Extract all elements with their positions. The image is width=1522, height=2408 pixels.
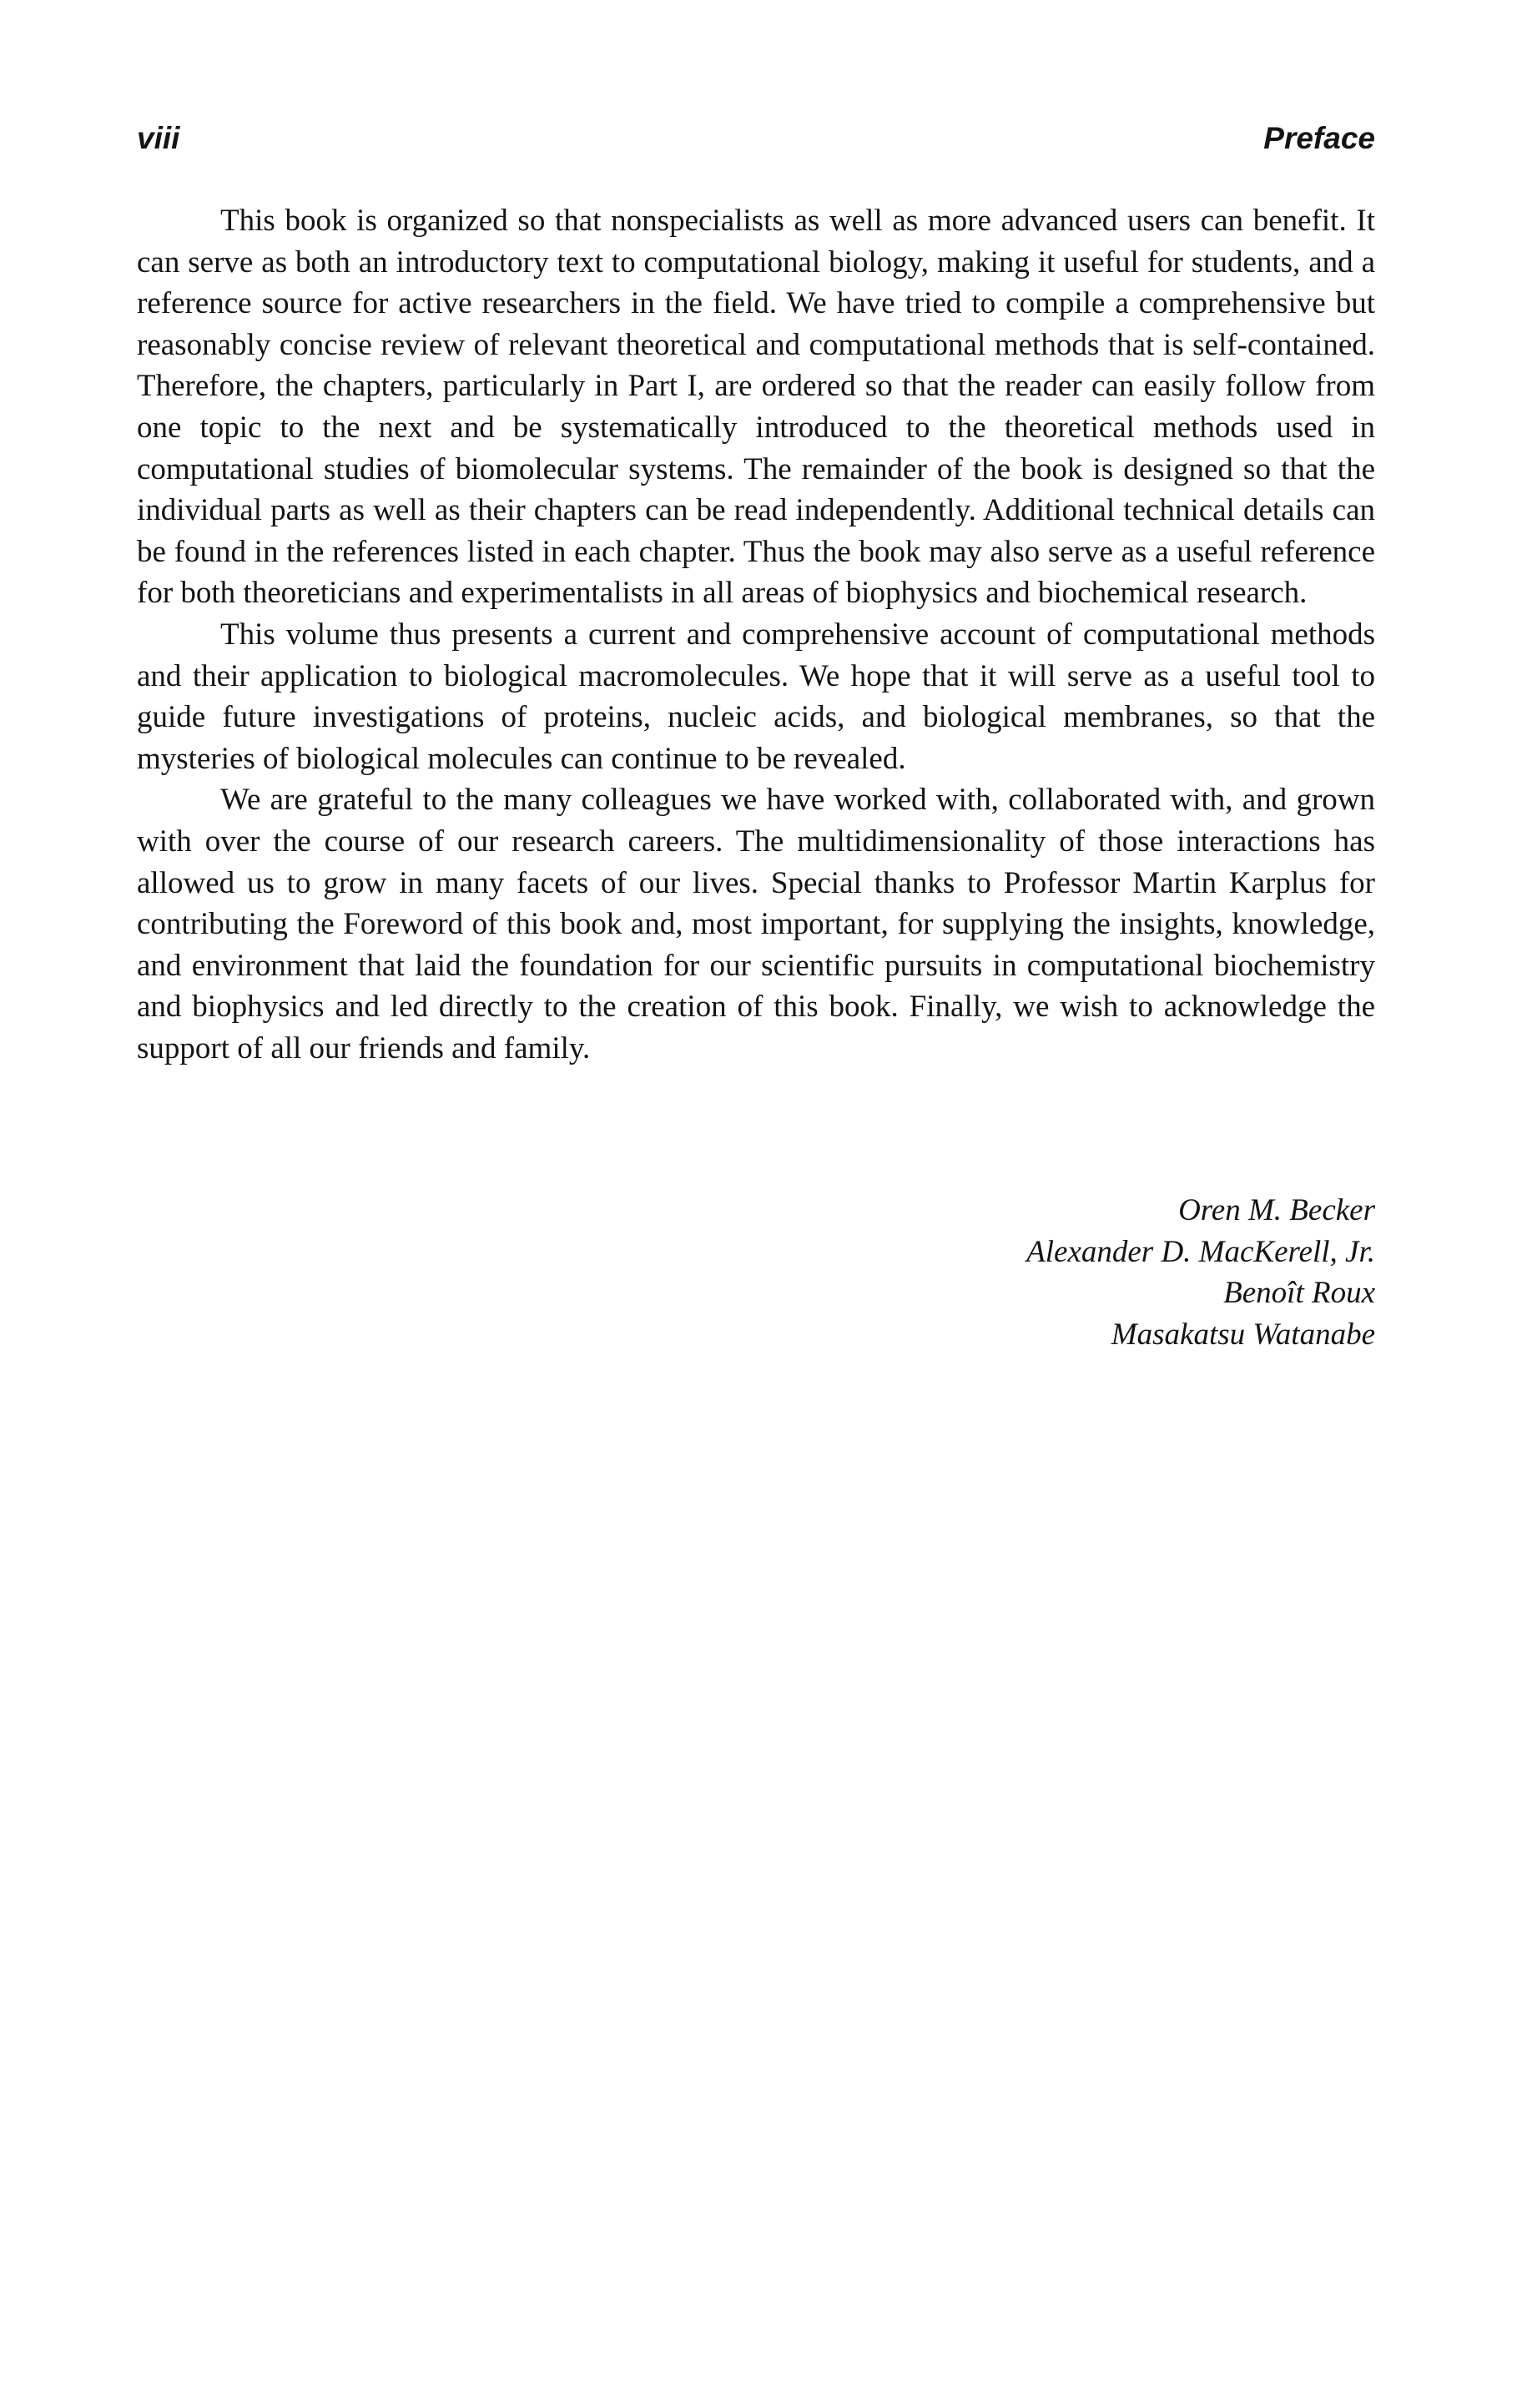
author-name: Alexander D. MacKerell, Jr.	[1026, 1234, 1375, 1269]
author-name: Oren M. Becker	[1178, 1193, 1375, 1227]
author-name: Masakatsu Watanabe	[1111, 1317, 1375, 1352]
running-head	[137, 117, 1375, 160]
preface-body	[137, 200, 1375, 1069]
section-title: Preface	[1263, 121, 1375, 155]
paragraph: This volume thus presents a current and comprehensive account of computational methods and their application to biological macromolecules. We hope that it will serve as a useful tool to guide future investigations of proteins, nucleic acids, and biological membranes, so that the mysteries of biological molecules can continue to be revealed.	[137, 617, 1375, 776]
paragraph: This book is organized so that nonspecialists as well as more advanced users can benefit. It can serve as both an introductory text to computational biology, making it useful for students, and a reference source for active researchers in the field. We have tried to compile a comprehensive but reasonably concise review of relevant theoretical and computational methods that is self-contained. Therefore, the chapters, particularly in Part I, are ordered so that the reader can easily follow from one topic to the next and be systematically introduced to the theoretical methods used in computational studies of biomolecular systems. The remainder of the book is designed so that the individual parts as well as their chapters can be read independently. Additional technical details can be found in the references listed in each chapter. Thus the book may also serve as a useful reference for both theoreticians and experimentalists in all areas of biophysics and biochemical research.	[137, 204, 1375, 611]
page-number: viii	[137, 121, 180, 155]
author-signatures	[137, 1190, 1375, 1355]
author-name: Benoît Roux	[1223, 1276, 1375, 1311]
paragraph: We are grateful to the many colleagues we have worked with, collaborated with, and grown with over the course of our research careers. The multidimensionality of those interactions has allowed us to grow in many facets of our lives. Special thanks to Professor Martin Karplus for contributing the Foreword of this book and, most important, for supplying the insights, knowledge, and environment that laid the foundation for our scientific pursuits in computational biochemistry and biophysics and led directly to the creation of this book. Finally, we wish to acknowledge the support of all our friends and family.	[137, 783, 1375, 1065]
